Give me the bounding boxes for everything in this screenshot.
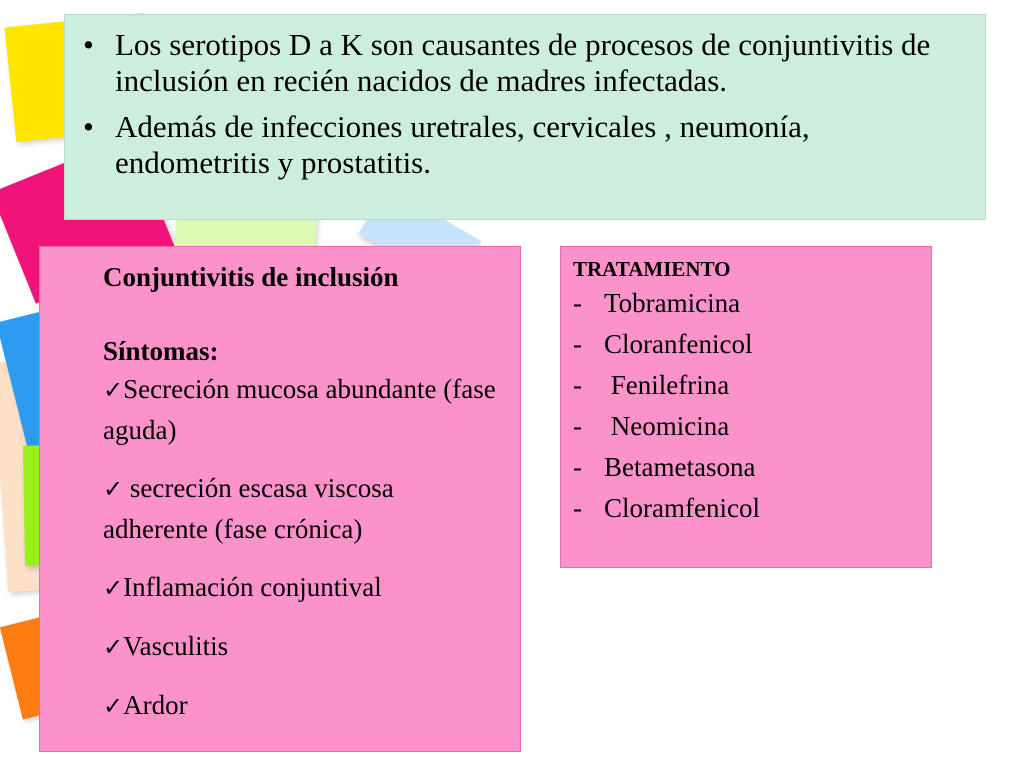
checkmark-icon: ✓ [103, 692, 124, 720]
checkmark-icon: ✓ [103, 633, 124, 661]
symptom-item [103, 685, 500, 726]
dash-icon: - [573, 329, 582, 359]
dash-icon: - [573, 370, 582, 400]
dash-icon: - [573, 288, 582, 318]
dash-icon: - [573, 452, 582, 482]
symptoms-box [39, 246, 521, 752]
treatment-text: Betametasona [604, 452, 756, 482]
treatment-text: Neomicina [604, 411, 730, 441]
treatment-text: Tobramicina [604, 288, 741, 318]
symptoms-heading: Síntomas: [103, 336, 219, 366]
bullet-item [65, 109, 971, 181]
bullet-icon: • [83, 109, 94, 144]
symptom-text: Vasculitis [123, 631, 229, 661]
bullet-text: Los serotipos D a K son causantes de procesos de conjuntivitis de inclusión en recién nacidos de madres infectadas. [115, 27, 931, 98]
top-text-box [64, 14, 986, 220]
treatment-item [573, 365, 919, 406]
dash-icon: - [573, 493, 582, 523]
treatment-item [573, 406, 919, 447]
checkmark-icon: ✓ [103, 574, 124, 602]
dash-icon: - [573, 411, 582, 441]
treatment-box [560, 246, 932, 568]
treatment-item [573, 283, 919, 324]
treatment-item [573, 324, 919, 365]
bullet-item [65, 27, 971, 99]
checkmark-icon: ✓ [103, 376, 124, 404]
treatment-text: Cloranfenicol [604, 329, 753, 359]
symptom-item [103, 369, 500, 450]
treatment-text: Fenilefrina [604, 370, 730, 400]
symptom-text: Inflamación conjuntival [123, 572, 382, 602]
bullet-icon: • [83, 27, 94, 62]
symptoms-box-title: Conjuntivitis de inclusión [103, 262, 399, 292]
symptom-text: Secreción mucosa abundante (fase aguda) [103, 374, 496, 445]
treatment-list [573, 283, 919, 529]
bullet-text: Además de infecciones uretrales, cervicales , neumonía, endometritis y prostatitis. [115, 109, 810, 180]
treatment-item [573, 488, 919, 529]
treatment-text: Cloramfenicol [604, 493, 760, 523]
symptom-text: secreción escasa viscosa adherente (fase crónica) [103, 473, 394, 544]
symptom-item [103, 567, 500, 608]
symptom-item [103, 468, 500, 549]
symptoms-list [103, 369, 500, 726]
symptom-item [103, 626, 500, 667]
treatment-item [573, 447, 919, 488]
top-bullet-list [65, 27, 971, 181]
treatment-title: TRATAMIENTO [573, 257, 731, 281]
symptom-text: Ardor [123, 690, 188, 720]
checkmark-icon: ✓ [103, 475, 124, 503]
